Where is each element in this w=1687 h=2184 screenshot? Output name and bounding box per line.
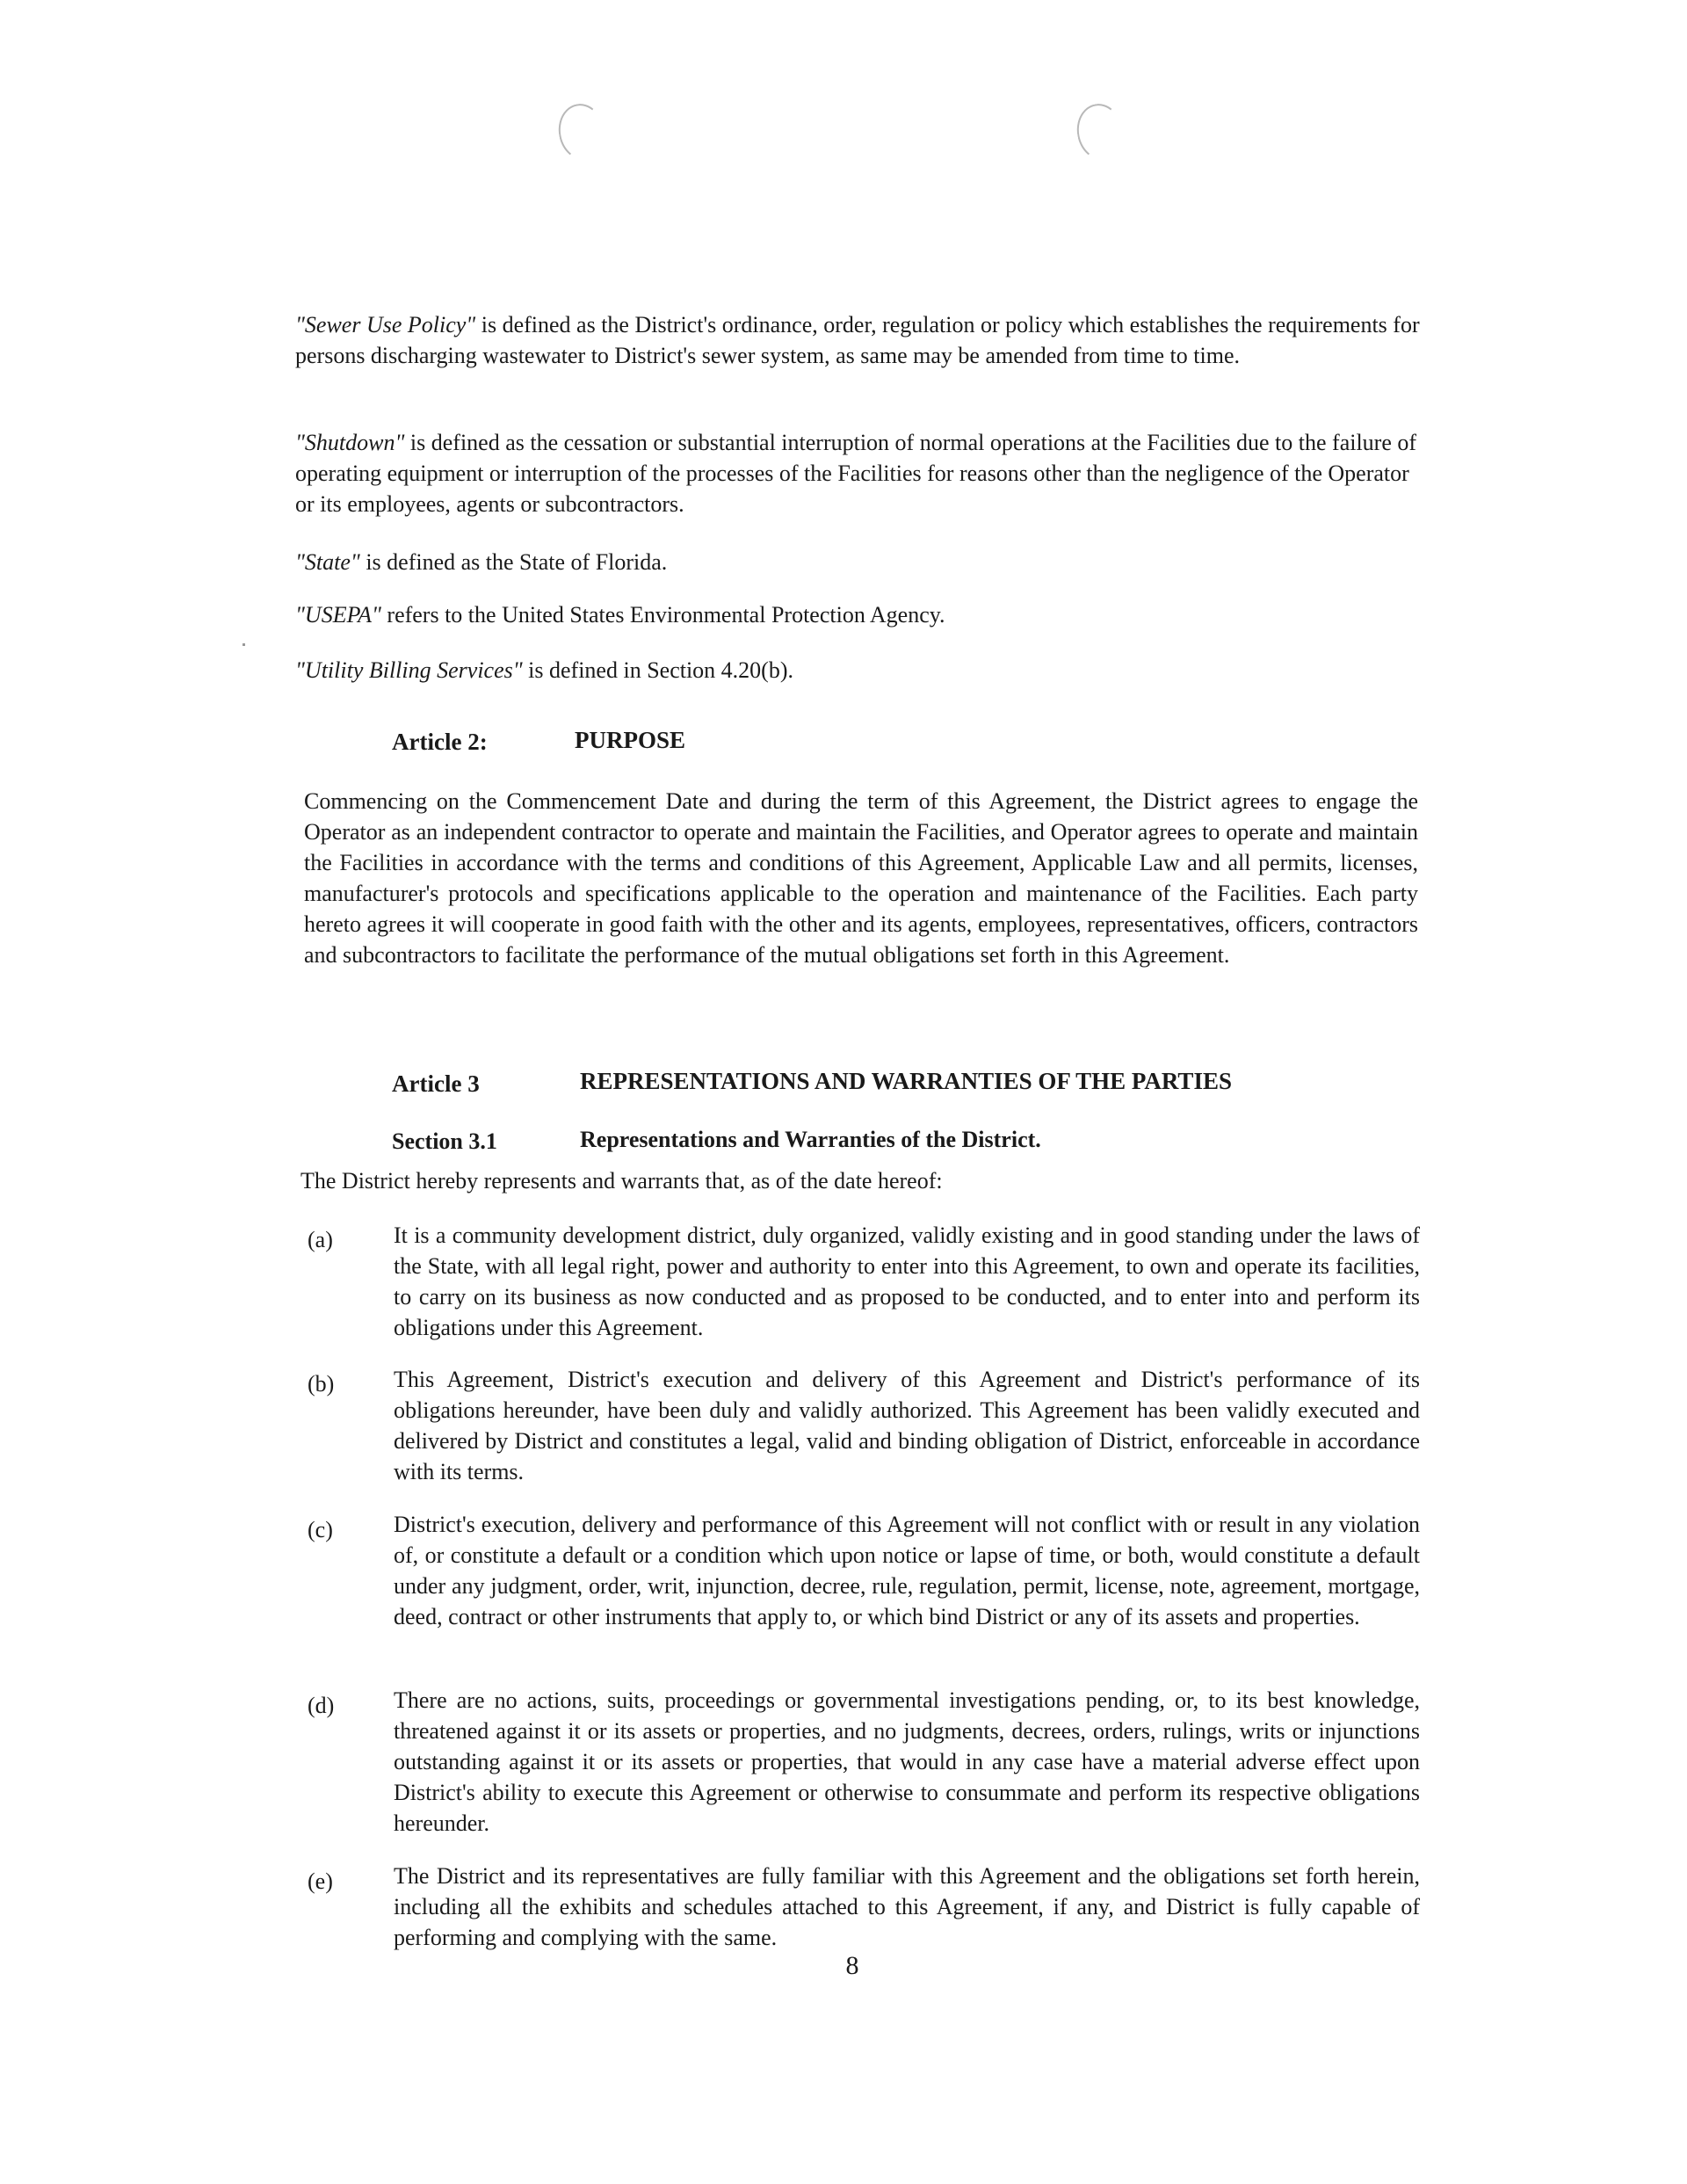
definition-text: is defined as the State of Florida.	[359, 549, 668, 575]
item-label-c: (c)	[308, 1517, 333, 1542]
definition-text: is defined as the cessation or substantial interruption of normal operations at the Facilities due to the failure of operating equipment or interruption of the processes of the Facilities for reasons other than the negligence of the Operator or its employees, agents or subcontractors.	[295, 430, 1417, 517]
definition-shutdown	[295, 427, 1420, 519]
article-2-body	[304, 786, 1418, 970]
item-text-a: It is a community development district, duly organized, validly existing and in good standing under the laws of the State, with all legal right, power and authority to enter into this Agreement, to own and operate its facilities, to carry on its business as now conducted and as proposed to be conducted, and to enter into and perform its obligations under this Agreement.	[394, 1223, 1420, 1340]
defined-term: "State"	[295, 549, 360, 575]
punch-hole-right	[1073, 100, 1127, 163]
item-label-e: (e)	[308, 1868, 333, 1894]
section-3-1-label: Section 3.1	[392, 1128, 497, 1154]
definition-sewer-use-policy	[295, 309, 1420, 371]
definition-state	[295, 547, 1420, 577]
item-label-a: (a)	[308, 1227, 333, 1252]
item-label-b: (b)	[308, 1371, 335, 1397]
definition-text: is defined as the District's ordinance, order, regulation or policy which establishes the requirements for persons discharging wastewater to District's sewer system, as same may be amended from time to time.	[295, 312, 1420, 368]
article-3-title: REPRESENTATIONS AND WARRANTIES OF THE PARTIES	[580, 1068, 1232, 1094]
section-3-1-intro	[300, 1165, 1425, 1196]
definition-text: is defined in Section 4.20(b).	[522, 657, 794, 683]
definition-utility-billing-services	[295, 655, 1420, 686]
defined-term: "Sewer Use Policy"	[295, 312, 476, 337]
item-text-e: The District and its representatives are fully familiar with this Agreement and the obligations set forth herein, including all the exhibits and schedules attached to this Agreement, if any, and District is fully capable of performing and complying with the same.	[394, 1863, 1420, 1950]
item-label-d: (d)	[308, 1693, 335, 1718]
item-text-d: There are no actions, suits, proceedings or governmental investigations pending, or, to its best knowledge, threatened against it or its assets or properties, and no judgments, decrees, orders, rulings, writs or injunctions outstanding against it or its assets or properties, that would in any case have a material adverse effect upon District's ability to execute this Agreement or otherwise to consummate and perform its respective obligations hereunder.	[394, 1687, 1420, 1836]
article-2-title: PURPOSE	[575, 727, 686, 753]
definition-text: refers to the United States Environmental Protection Agency.	[380, 602, 945, 628]
article-3-label: Article 3	[392, 1070, 480, 1097]
item-text-c: District's execution, delivery and performance of this Agreement will not conflict with or result in any violation of, or constitute a default or a condition which upon notice or lapse of time, or both, would constitute a default under any judgment, order, writ, injunction, decree, rule, regulation, permit, license, note, agreement, mortgage, deed, contract or other instruments that apply to, or which bind District or any of its assets and properties.	[394, 1512, 1420, 1629]
defined-term: "Utility Billing Services"	[295, 657, 523, 683]
page-number: 8	[845, 1951, 859, 1980]
section-3-1-title: Representations and Warranties of the District.	[580, 1127, 1041, 1152]
article-2-label: Article 2:	[392, 729, 488, 755]
punch-hole-left	[554, 100, 609, 163]
article-2-paragraph: Commencing on the Commencement Date and during the term of this Agreement, the District agrees to engage the Operator as an independent contractor to operate and maintain the Facilities, and Operator agrees to operate and maintain the Facilities in accordance with the terms and conditions of this Agreement, Applicable Law and all permits, licenses, manufacturer's protocols and specifications applicable to the operation and maintenance of the Facilities. Each party hereto agrees it will cooperate in good faith with the other and its agents, employees, representatives, officers, contractors and subcontractors to facilitate the performance of the mutual obligations set forth in this Agreement.	[304, 788, 1418, 968]
intro-text: The District hereby represents and warrants that, as of the date hereof:	[300, 1168, 943, 1194]
definition-usepa	[295, 599, 1420, 630]
scan-mark	[243, 643, 245, 646]
defined-term: "Shutdown"	[295, 430, 405, 455]
item-text-b: This Agreement, District's execution and delivery of this Agreement and District's performance of its obligations hereunder, have been duly and validly authorized. This Agreement has been validly executed and delivered by District and constitutes a legal, valid and binding obligation of District, enforceable in accordance with its terms.	[394, 1367, 1420, 1484]
defined-term: "USEPA"	[295, 602, 381, 628]
